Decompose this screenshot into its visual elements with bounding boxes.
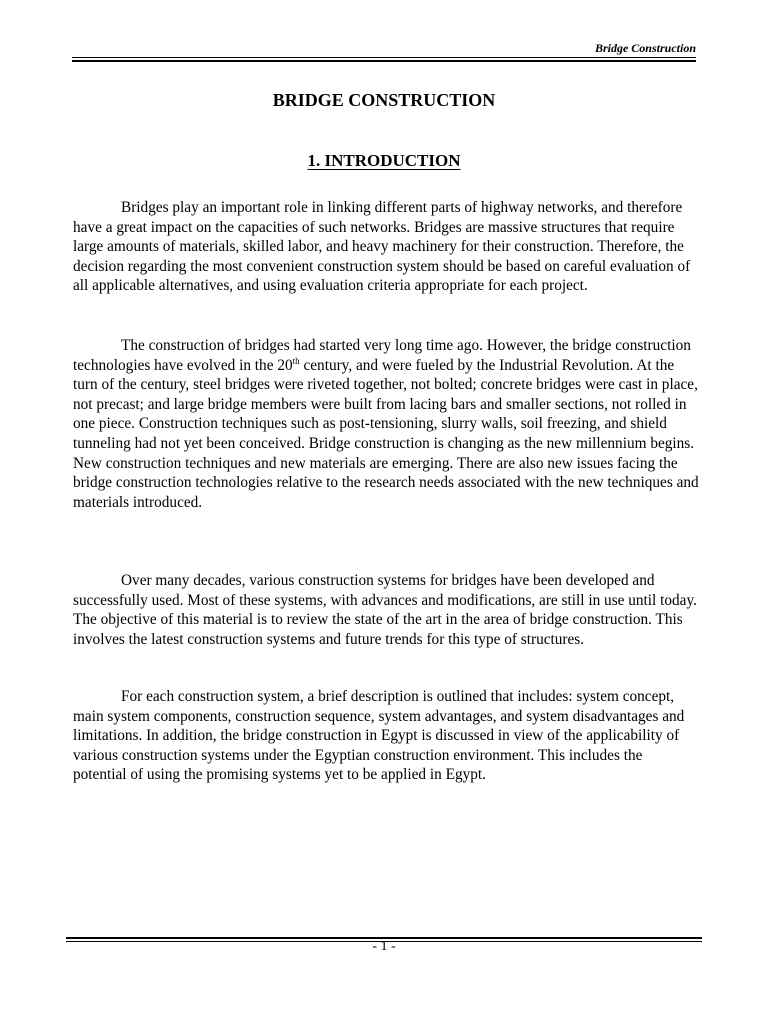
paragraph-2-text-start: The construction of bridges had started very long time ago. However, the bridge construction technologies have evolved in the 20 [73,337,691,374]
header-rule-thin [72,57,696,58]
paragraph-2-text-end: century, and were fueled by the Industrial Revolution. At the turn of the century, steel bridges were riveted together, not bolted; concrete bridges were cast in place, not precast; and large bridge members were built from lacing bars and smaller sections, not rolled in one piece. Construction techniques such as post-tensioning, slurry walls, soil freezing, and shield tunneling had not yet been conceived. Bridge construction is changing as the new millennium begins. New construction techniques and new materials are emerging. There are also new issues facing the bridge construction technologies relative to the research needs associated with the new techniques and materials introduced. [73,356,699,511]
document-title: BRIDGE CONSTRUCTION [272,90,496,110]
paragraph-3: Over many decades, various construction systems for bridges have been developed and successfully used. Most of these systems, with advances and modifications, are still in use until today. The objective of this material is to review the state of the art in the area of bridge construction. This involves the latest construction systems and future trends for this type of structures. [73,572,697,648]
page-number: - 1 - [372,939,396,954]
paragraph-2 [73,336,699,512]
section-heading-text: 1. INTRODUCTION [307,151,461,170]
paragraph-4: For each construction system, a brief description is outlined that includes: system concept, main system components, construction sequence, system advantages, and system disadvantages and limitations. In addition, the bridge construction in Egypt is discussed in view of the applicability of various construction systems under the Egyptian construction environment. This includes the potential of using the promising systems yet to be applied in Egypt. [73,688,685,784]
running-header: Bridge Construction [594,41,696,55]
header-rule-thick [72,60,696,62]
paragraph-1: Bridges play an important role in linking different parts of highway networks, and therefore have a great impact on the capacities of such networks. Bridges are massive structures that require large amounts of materials, skilled labor, and heavy machinery for their construction. Therefore, the decision regarding the most convenient construction system should be based on careful evaluation of all applicable alternatives, and using evaluation criteria appropriate for each project. [73,199,691,295]
section-heading [72,150,696,172]
ordinal-superscript: th [292,355,300,366]
